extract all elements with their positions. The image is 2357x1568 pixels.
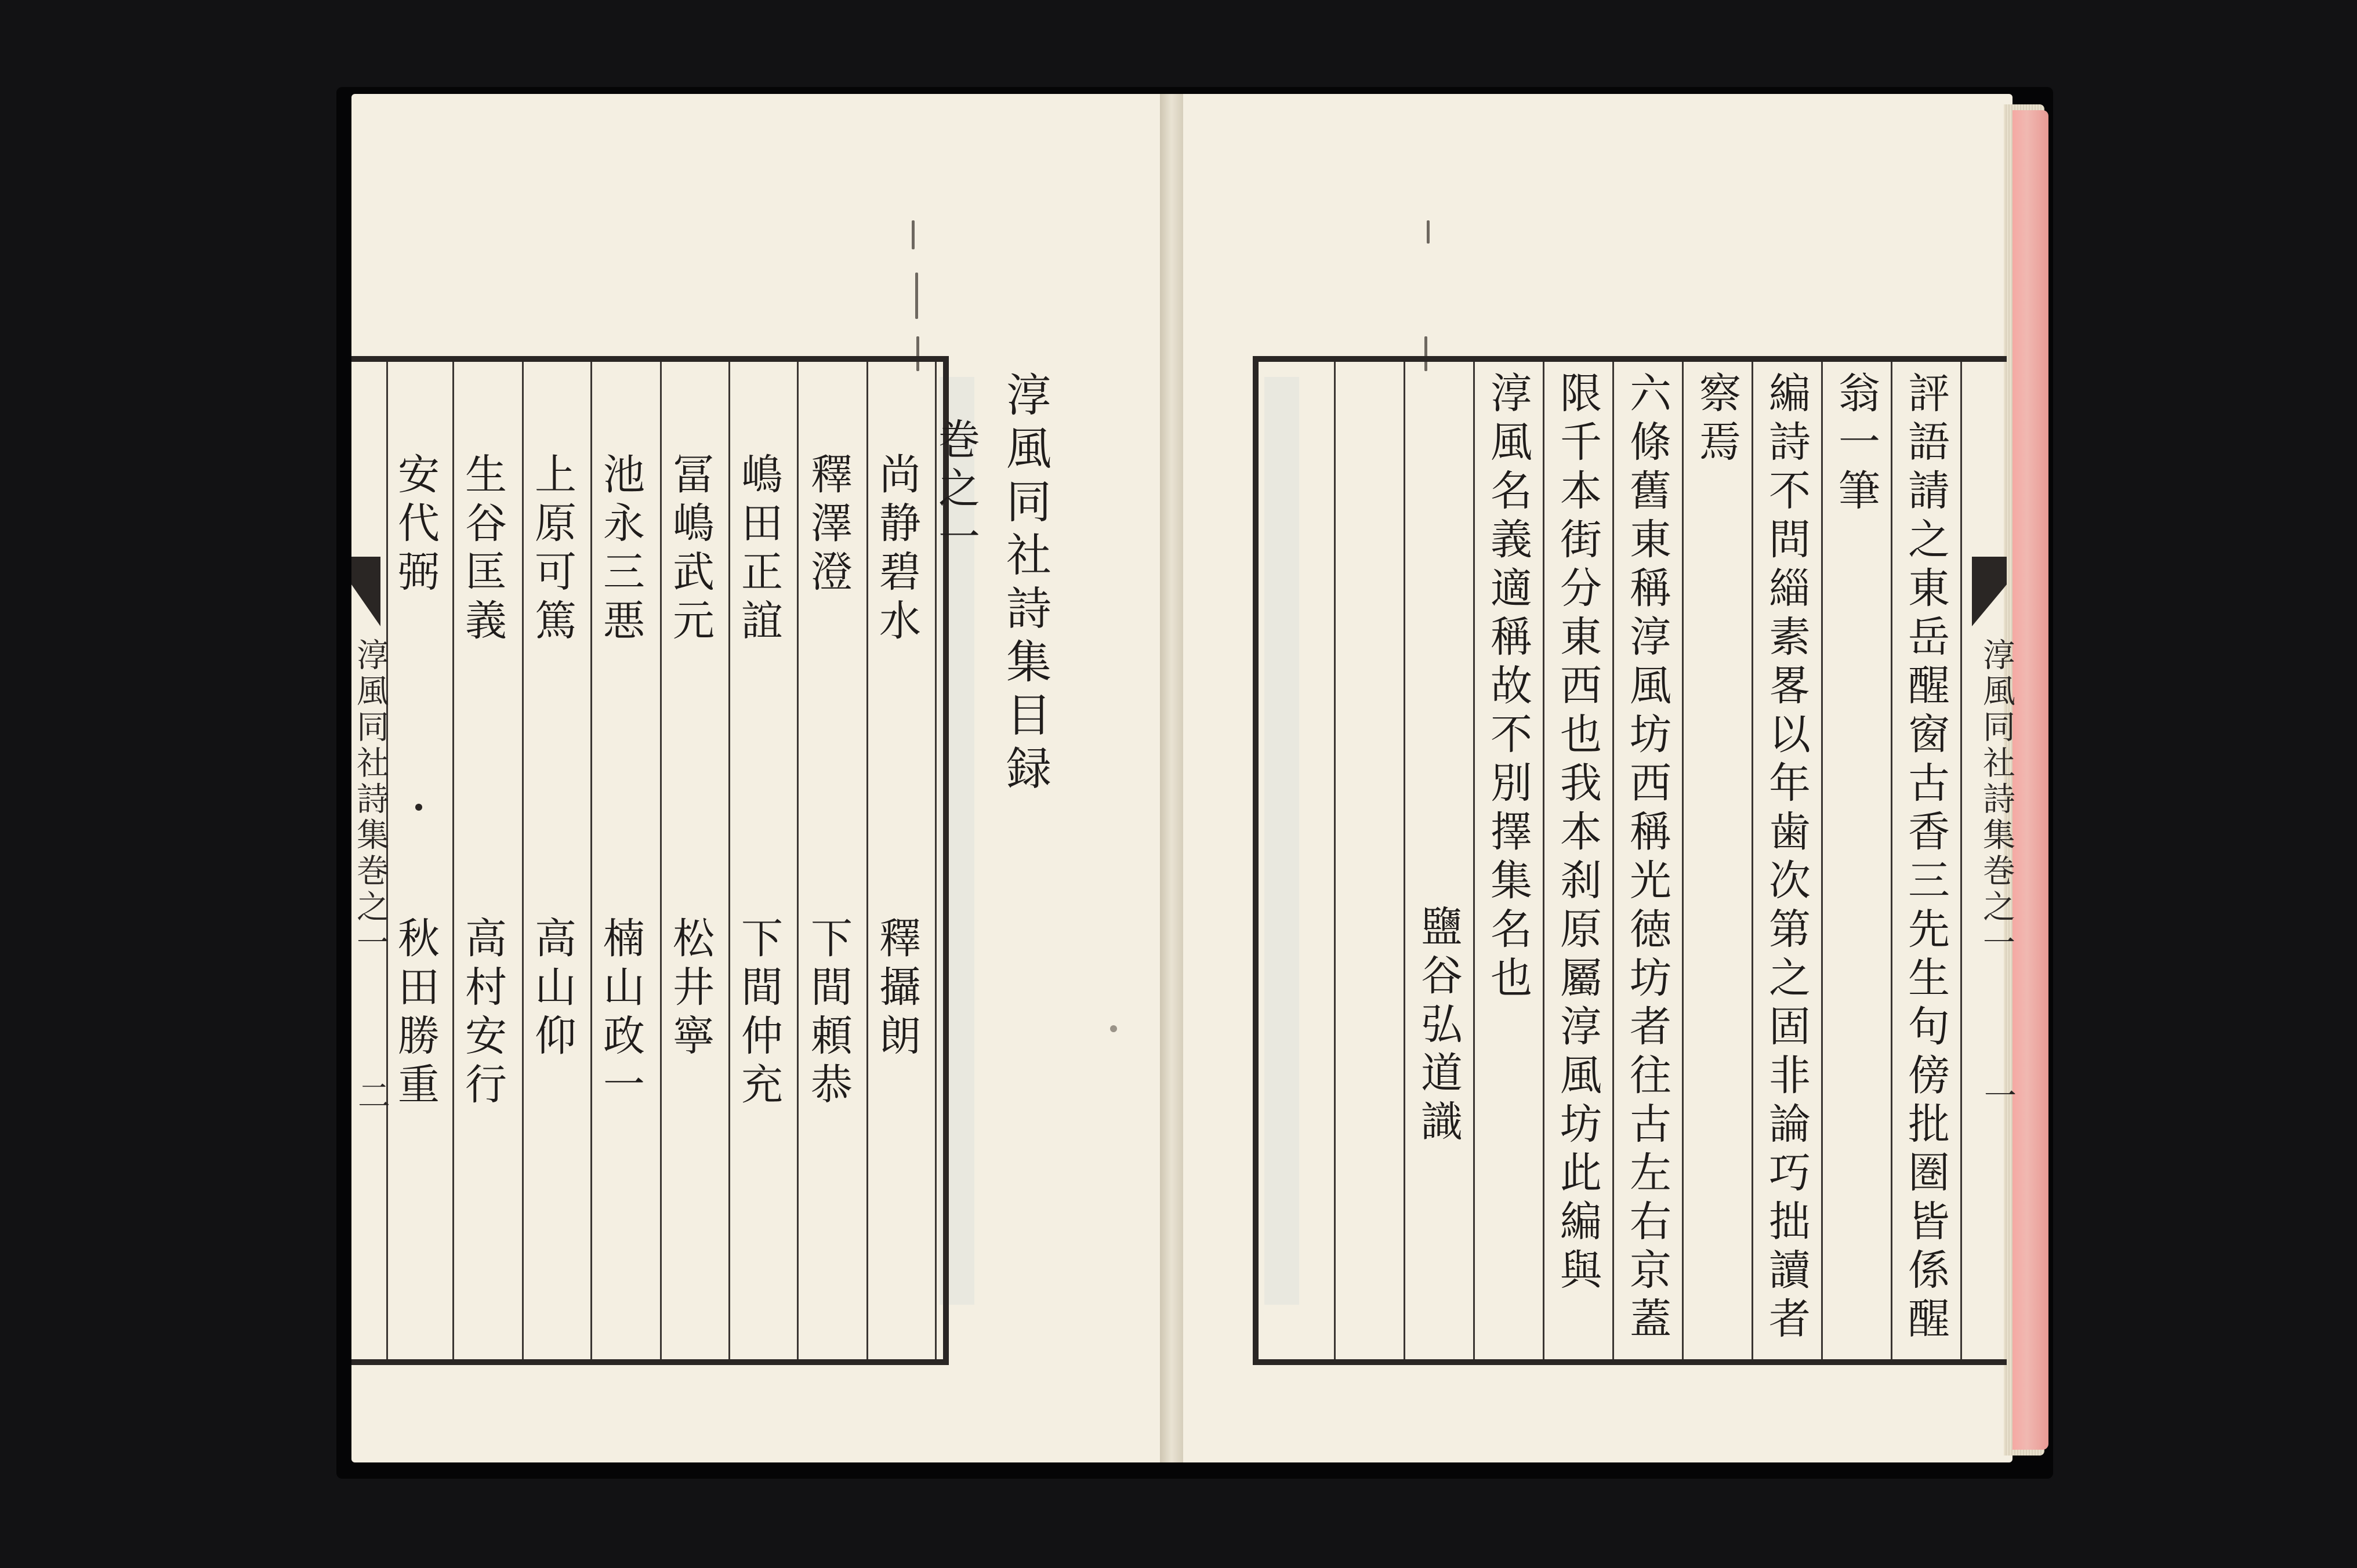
preface-column: 編詩不問緇素畧以年歯次第之固非論巧拙讀者 — [1762, 371, 1811, 1345]
entry-upper: 尚静碧水 — [872, 452, 921, 647]
fold-title: 淳風同社詩集巻之一 — [351, 638, 389, 961]
preface-signature: 鹽谷弘道識 — [1414, 905, 1463, 1148]
entry-lower: 高村安行 — [458, 916, 507, 1111]
entry-upper: 安代弼 — [391, 452, 440, 598]
column-rule — [1404, 362, 1405, 1359]
column-rule — [1960, 362, 1962, 1359]
preface-column: 限千本街分東西也我本刹原屬淳風坊此編與 — [1553, 371, 1602, 1297]
fold-title: 淳風同社詩集巻之一 — [1978, 638, 2015, 961]
entry-upper: 冨嶋武元 — [666, 452, 715, 647]
ink-dot — [415, 804, 422, 811]
entry-lower: 楠山政一 — [596, 916, 645, 1111]
entry-upper: 池永三悪 — [596, 452, 645, 647]
stitch-mark — [915, 273, 918, 319]
column-rule — [452, 362, 454, 1359]
column-rule — [1682, 362, 1684, 1359]
book-gutter — [1160, 94, 1183, 1462]
column-rule — [1543, 362, 1544, 1359]
paper-blemish — [1110, 1025, 1117, 1032]
column-rule — [660, 362, 662, 1359]
volume-label: 巻之一 — [931, 418, 980, 564]
entry-upper: 嶋田正誼 — [734, 452, 783, 647]
entry-lower: 下間頼恭 — [804, 916, 853, 1111]
column-rule — [1891, 362, 1892, 1359]
column-rule — [590, 362, 592, 1359]
column-rule — [522, 362, 524, 1359]
stitch-mark — [1427, 220, 1430, 244]
entry-upper: 生谷匡義 — [458, 452, 507, 647]
column-rule — [866, 362, 868, 1359]
column-rule — [1334, 362, 1336, 1359]
fold-page-number: 一 — [1979, 1079, 2017, 1111]
entry-upper: 釋澤澄 — [804, 452, 853, 598]
entry-lower: 秋田勝重 — [391, 916, 440, 1111]
preface-column: 六條舊東稱淳風坊西稱光徳坊者往古左右京蓋 — [1623, 371, 1671, 1345]
entry-lower: 釋攝朗 — [872, 916, 921, 1062]
entry-upper: 上原可篤 — [528, 452, 576, 647]
entry-lower: 松井寧 — [666, 916, 715, 1062]
column-rule — [1752, 362, 1753, 1359]
fold-page-number: 二 — [353, 1079, 390, 1111]
entry-lower: 高山仰 — [528, 916, 576, 1062]
column-rule — [797, 362, 799, 1359]
left-page-frame — [351, 356, 949, 1365]
column-rule — [1612, 362, 1614, 1359]
column-rule — [1821, 362, 1823, 1359]
preface-column: 淳風名義適稱故不別擇集名也 — [1484, 371, 1532, 1004]
column-rule — [728, 362, 730, 1359]
preface-column: 評語請之東岳醒窗古香三先生句傍批圏皆係醒 — [1901, 371, 1950, 1345]
preface-column: 察焉 — [1692, 371, 1741, 469]
entry-lower: 下間仲充 — [734, 916, 783, 1111]
stitch-mark — [912, 220, 915, 249]
toc-title: 淳風同社詩集目録 — [999, 371, 1051, 798]
preface-column: 翁一筆 — [1832, 371, 1880, 517]
column-rule — [1473, 362, 1475, 1359]
